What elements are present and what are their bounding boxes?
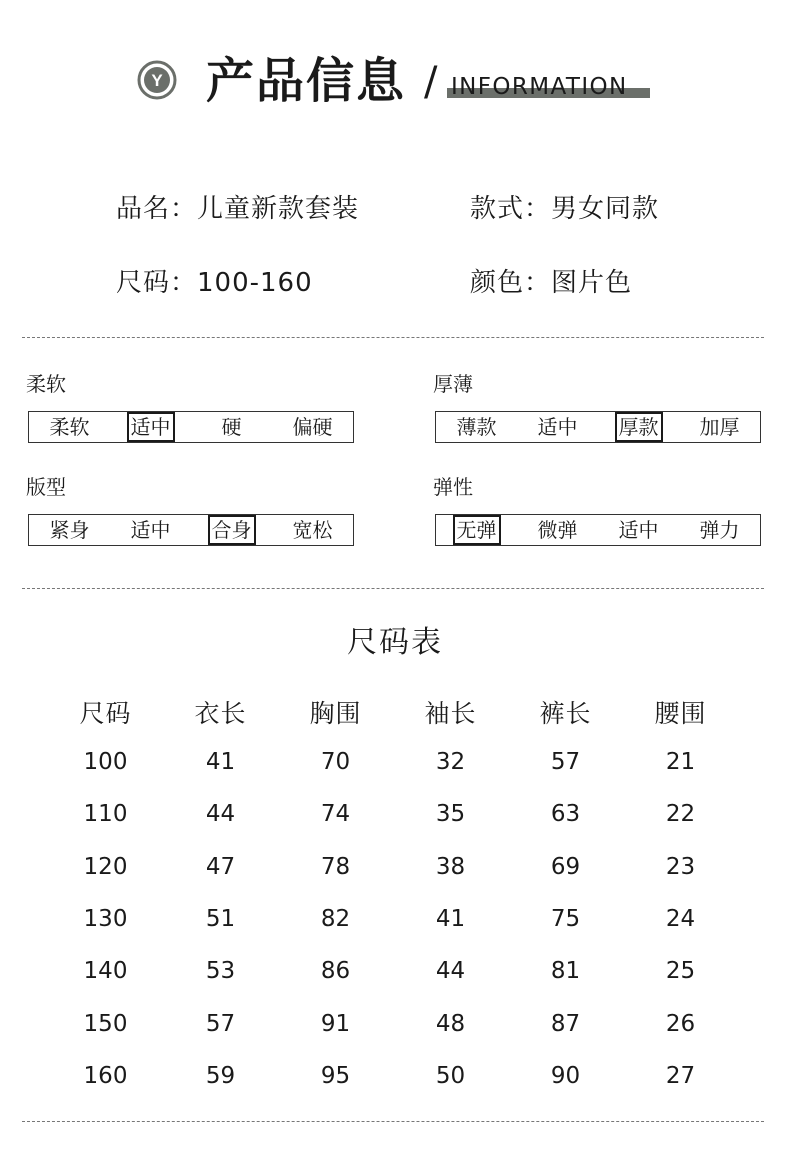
attr-label-elasticity: 弹性 [433, 475, 473, 499]
attr-option-label: 弹力 [699, 518, 740, 542]
divider [22, 1121, 764, 1122]
table-cell: 78 [320, 853, 351, 880]
attr-scale-fit [28, 514, 354, 546]
attr-label-softness: 柔软 [26, 372, 66, 396]
table-cell: 59 [205, 1062, 236, 1089]
title-slash: / [424, 59, 438, 105]
attr-option-selected [110, 412, 191, 442]
attr-option-label: 薄款 [456, 415, 497, 439]
attr-label-fit: 版型 [26, 475, 66, 499]
table-header-cell: 胸围 [309, 699, 362, 728]
attr-option-label: 紧身 [49, 518, 90, 542]
attr-option-label: 适中 [127, 412, 175, 442]
attr-option [110, 515, 191, 545]
table-cell: 51 [205, 906, 236, 933]
table-cell: 87 [550, 1010, 581, 1037]
table-cell: 27 [665, 1062, 696, 1089]
table-cell: 70 [320, 749, 351, 776]
table-row [48, 893, 738, 945]
product-size-range: 尺码：100-160 [116, 268, 313, 298]
table-header-cell: 尺码 [79, 699, 132, 728]
attr-option-label: 柔软 [49, 415, 90, 439]
size-table [48, 690, 738, 1102]
table-cell: 44 [435, 958, 466, 985]
table-cell: 82 [320, 906, 351, 933]
attr-option-selected [436, 515, 517, 545]
divider [22, 337, 764, 338]
attr-option-label: 偏硬 [292, 415, 333, 439]
attr-option-label: 适中 [618, 518, 659, 542]
table-row [48, 736, 738, 788]
attr-option-label: 适中 [130, 518, 171, 542]
table-cell: 150 [83, 1010, 128, 1037]
size-table-title: 尺码表 [347, 625, 443, 660]
page-title: 产品信息 [206, 53, 407, 109]
table-row [48, 945, 738, 997]
table-cell: 24 [665, 906, 696, 933]
table-row [48, 788, 738, 840]
attr-option [272, 515, 353, 545]
attr-option-label: 硬 [221, 415, 242, 439]
table-cell: 140 [83, 958, 128, 985]
table-cell: 26 [665, 1010, 696, 1037]
attr-option-label: 厚款 [615, 412, 663, 442]
table-header-row [48, 690, 738, 734]
table-cell: 50 [435, 1062, 466, 1089]
attr-scale-elasticity [435, 514, 761, 546]
logo-letter: Y [151, 71, 163, 90]
attr-option [679, 515, 760, 545]
table-cell: 75 [550, 906, 581, 933]
table-cell: 120 [83, 853, 128, 880]
attr-option-selected [191, 515, 272, 545]
table-cell: 81 [550, 958, 581, 985]
table-header-cell: 裤长 [539, 699, 592, 728]
attr-option [517, 412, 598, 442]
table-cell: 100 [83, 749, 128, 776]
product-color: 颜色：图片色 [470, 268, 633, 298]
table-cell: 69 [550, 853, 581, 880]
table-cell: 160 [83, 1062, 128, 1089]
table-cell: 95 [320, 1062, 351, 1089]
table-cell: 47 [205, 853, 236, 880]
attr-option [272, 412, 353, 442]
table-cell: 57 [205, 1010, 236, 1037]
product-style: 款式：男女同款 [470, 194, 660, 224]
attr-option-label: 微弹 [537, 518, 578, 542]
divider [22, 588, 764, 589]
table-cell: 57 [550, 749, 581, 776]
attr-option-selected [598, 412, 679, 442]
attr-option [436, 412, 517, 442]
table-cell: 86 [320, 958, 351, 985]
table-cell: 21 [665, 749, 696, 776]
table-cell: 41 [205, 749, 236, 776]
table-cell: 90 [550, 1062, 581, 1089]
table-cell: 32 [435, 749, 466, 776]
table-row [48, 997, 738, 1049]
product-name: 品名：儿童新款套装 [116, 194, 360, 224]
attr-option-label: 适中 [537, 415, 578, 439]
table-cell: 63 [550, 801, 581, 828]
table-cell: 23 [665, 853, 696, 880]
table-cell: 22 [665, 801, 696, 828]
brand-logo-icon [137, 60, 177, 100]
table-cell: 25 [665, 958, 696, 985]
table-cell: 38 [435, 853, 466, 880]
table-header-cell: 衣长 [194, 699, 247, 728]
table-header-cell: 腰围 [654, 699, 707, 728]
table-row [48, 1050, 738, 1102]
attr-scale-softness [28, 411, 354, 443]
table-cell: 110 [83, 801, 128, 828]
attr-option [679, 412, 760, 442]
attr-option-label: 无弹 [453, 515, 501, 545]
attr-option [29, 515, 110, 545]
table-cell: 35 [435, 801, 466, 828]
attr-option [517, 515, 598, 545]
table-cell: 48 [435, 1010, 466, 1037]
table-header-cell: 袖长 [424, 699, 477, 728]
table-cell: 130 [83, 906, 128, 933]
table-cell: 91 [320, 1010, 351, 1037]
attr-option-label: 宽松 [292, 518, 333, 542]
attr-label-thickness: 厚薄 [433, 372, 473, 396]
attr-option [191, 412, 272, 442]
attr-option-label: 加厚 [699, 415, 740, 439]
table-row [48, 841, 738, 893]
table-cell: 53 [205, 958, 236, 985]
attr-scale-thickness [435, 411, 761, 443]
attr-option-label: 合身 [208, 515, 256, 545]
attr-option [598, 515, 679, 545]
table-cell: 41 [435, 906, 466, 933]
table-cell: 44 [205, 801, 236, 828]
page-subtitle: INFORMATION [451, 74, 628, 100]
attr-option [29, 412, 110, 442]
table-cell: 74 [320, 801, 351, 828]
